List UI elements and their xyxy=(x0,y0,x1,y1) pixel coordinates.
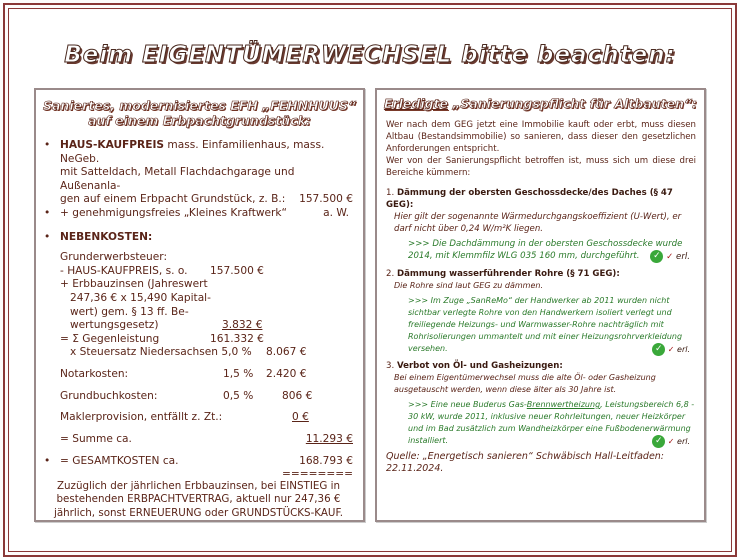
makler-value: 0 € xyxy=(292,411,309,424)
grunderwerb-label: Grunderwerbsteuer: xyxy=(60,251,168,264)
heading-erledigte: Erledigte xyxy=(383,96,449,111)
double-underline: ======== xyxy=(281,467,353,480)
item-title: Dämmung der obersten Geschossdecke/des Daches (§ 47 GEG): xyxy=(386,188,673,210)
kaufpreis-label: HAUS-KAUFPREIS xyxy=(60,139,165,151)
summe-label: = Summe ca. xyxy=(60,432,132,445)
kaufpreis-text: gen auf einem Erbpacht Grundstück, z. B.: xyxy=(60,193,286,206)
status-label: erl. xyxy=(677,345,690,354)
item-done-text: >>> Im Zuge „SanReMo“ der Handwerker ab 2011 wurden nicht sichtbar verlegte Rohre von den Handwerkern isoliert verlegt und freiliegende Heizungs- und Warmwasser-Rohre nachträglich mit Rohrisolierungen ummantelt und mit einer Heizungsrohrverkleidung versehen. xyxy=(408,296,683,353)
gw-line: wertungsgesetz) xyxy=(70,319,159,332)
item-done-text: , Leistungsbereich 6,8 - 30 kW, wurde 2011, inklusive neuer Rohrleitungen, neuer Heizkörper und im Bad zusätzlich zum Wandheizkörper eine Fußbodenerwärmung installiert. xyxy=(408,400,695,445)
checkmark-icon: ✓ xyxy=(666,252,674,262)
gw-value: 157.500 € xyxy=(210,264,264,277)
summe-value: 11.293 € xyxy=(305,432,353,445)
gw-line: x Steuersatz Niedersachsen 5,0 % xyxy=(70,346,252,359)
item-3 xyxy=(386,360,696,447)
notar-pct: 1,5 % xyxy=(223,367,254,380)
heading-line-2: auf einem Erbpachtgrundstück: xyxy=(88,113,311,128)
item-title: Verbot von Öl- und Gasheizungen: xyxy=(396,361,563,371)
heading-rest: „Sanierungspflicht für Altbauten“: xyxy=(448,96,698,111)
gesamt-value: 168.793 € xyxy=(299,455,353,468)
grundbuch-pct: 0,5 % xyxy=(223,389,254,402)
check-circle-icon: ✓ xyxy=(652,435,665,448)
item-number: 1. xyxy=(386,188,395,198)
item-title: Dämmung wasserführender Rohre (§ 71 GEG): xyxy=(396,269,620,279)
item-desc: Bei einem Eigentümerwechsel muss die alte Öl- oder Gasheizung ausgetauscht werden, wenn diese älter als 30 Jahre ist. xyxy=(394,373,656,394)
status-label: erl. xyxy=(677,437,690,446)
gw-line: wert) gem. § 13 ff. Be- xyxy=(70,305,189,318)
renovation-panel xyxy=(375,88,706,522)
makler-label: Maklerprovision, entfällt z. Zt.: xyxy=(60,411,223,424)
kraftwerk-label: + genehmigungsfreies „Kleines Kraftwerk“ xyxy=(60,206,288,219)
kaufpreis-value: 157.500 € xyxy=(299,193,353,206)
check-circle-icon: ✓ xyxy=(650,250,663,263)
intro-text: Wer nach dem GEG jetzt eine Immobilie kauft oder erbt, muss diesen Altbau (Bestandsimmobilie) so sanieren, dass dieser den gesetzlichen Anforderungen entspricht. xyxy=(386,120,696,154)
footer-note: Zuzüglich der jährlichen Erbbauzinsen, bei EINSTIEG in bestehenden ERBPACHTVERTRAG, aktuell nur 247,36 € jährlich, sonst ERNEUERUNG oder GRUNDSTÜCKS-KAUF. xyxy=(53,479,344,520)
cost-heading xyxy=(36,98,363,128)
grundbuch-label: Grundbuchkosten: xyxy=(60,389,158,402)
nebenkosten-label: NEBENKOSTEN: xyxy=(60,230,153,243)
grundbuch-value: 806 € xyxy=(282,389,313,402)
gw-value: 161.332 € xyxy=(210,332,264,345)
item-done-text: >>> Eine neue Buderus Gas- xyxy=(408,400,527,409)
brennwert-term: Brennwertheizung xyxy=(526,400,601,409)
source-note: Quelle: „Energetisch sanieren“ Schwäbisch Hall-Leitfaden: 22.11.2024. xyxy=(386,451,665,474)
item-desc: Die Rohre sind laut GEG zu dämmen. xyxy=(394,281,543,290)
checkmark-icon: ✓ xyxy=(667,437,675,446)
gesamt-label: = GESAMTKOSTEN ca. xyxy=(60,455,179,468)
cost-panel: Saniertes, modernisiertes EFH „FEHNHUUS“ auf einem Erbpachtgrundstück: • HAUS-KAUFPREIS mass. Einfamilienhaus, mass. NeGeb. mit Satteldach, Metall Flachdachgarage und Außenanla- gen auf einem Erbpacht Grundstück, z. B.: 157.500 € • + genehmigungsfreies „Kleines Kraftwerk“ a. W. • NEBENKOSTEN: Grunderwerbsteuer: - HAUS-KAUFPREIS, s. o. 157.500 € + Erbbauzinsen (Jahreswert 247,36 € x 15,490 Kapital- wert) gem. § 13 ff. Be- wertungsgesetz) 3.832 € = Σ Gegenleistung 161.332 € x Steuersatz Niedersachsen 5,0 % 8.067 € Notarkosten: 1,5 % 2.420 € Grundbuchkosten: 0,5 % 806 € Maklerprovision, entfällt z. Zt.: 0 € = Summe ca. 11.293 € • = GESAMTKOSTEN ca. 168.793 € ======== Zuzüglich der jährlichen Erbbauzinsen, bei EINSTIEG in bestehenden ERBPACHTVERTRAG, aktuell nur 247,36 € jährlich, sonst ERNEUERUNG oder GRUNDSTÜCKS-KAUF. xyxy=(34,88,365,522)
status-label: erl. xyxy=(676,252,690,262)
item-desc: Hier gilt der sogenannte Wärmedurchgangskoeffizient (U-Wert), er darf nicht über 0,24 W/m²K liegen. xyxy=(394,212,682,234)
checkmark-icon: ✓ xyxy=(667,345,675,354)
check-circle-icon: ✓ xyxy=(652,343,665,356)
gw-value: 3.832 € xyxy=(222,319,263,332)
kaufpreis-text: mit Satteldach, Metall Flachdachgarage und Außenanla- xyxy=(60,166,295,192)
item-number: 2. xyxy=(386,269,395,279)
kaufpreis-text: mass. Einfamilienhaus, mass. NeGeb. xyxy=(60,139,325,165)
heading-line-1: Saniertes, modernisiertes EFH „FEHNHUUS“ xyxy=(42,98,356,113)
intro-text-2: Wer von der Sanierungspflicht betroffen ist, muss sich um diese drei Bereiche kümmern: xyxy=(386,156,696,178)
kraftwerk-value: a. W. xyxy=(323,206,349,219)
item-number: 3. xyxy=(386,361,395,371)
page-title: Beim EIGENTÜMERWECHSEL bitte beachten: xyxy=(64,42,676,68)
gw-line: - HAUS-KAUFPREIS, s. o. xyxy=(60,264,188,277)
gw-line: + Erbbauzinsen (Jahreswert xyxy=(60,278,208,291)
item-2 xyxy=(386,268,696,355)
gw-line: = Σ Gegenleistung xyxy=(60,332,160,345)
notar-label: Notarkosten: xyxy=(60,367,129,380)
item-done-text: >>> Die Dachdämmung in der obersten Geschossdecke wurde 2014, mit Klemmfilz WLG 035 160 mm, durchgeführt. xyxy=(408,239,683,261)
gw-line: 247,36 € x 15,490 Kapital- xyxy=(70,291,211,304)
item-1 xyxy=(386,187,696,262)
notar-value: 2.420 € xyxy=(266,367,307,380)
steuer-value: 8.067 € xyxy=(266,346,307,359)
